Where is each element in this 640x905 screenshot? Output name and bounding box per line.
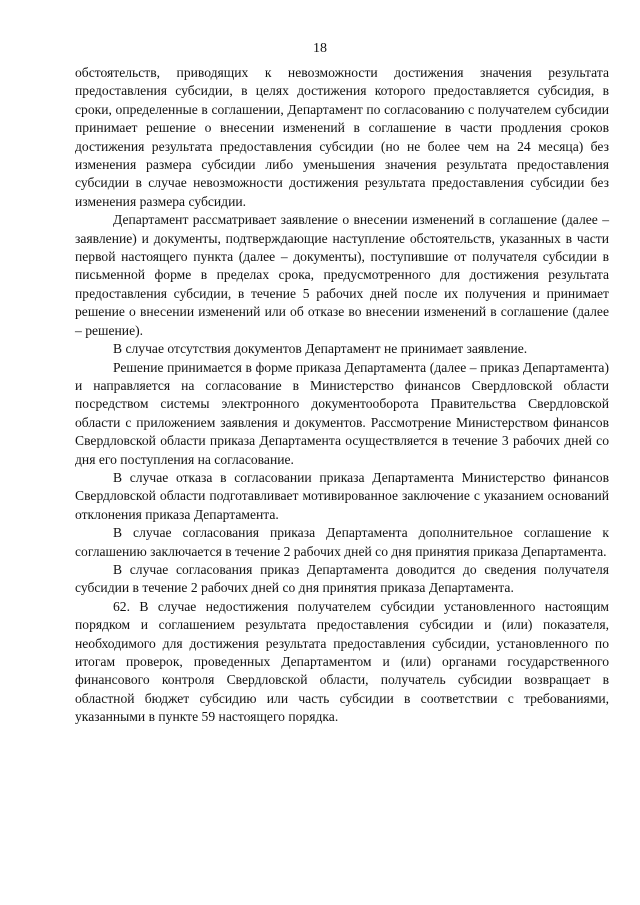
paragraph: Решение принимается в форме приказа Департамента (далее – приказ Департамента) и направляется на согласование в Министерство финансов Свердловской области посредством системы электронного документооборота Правительства Свердловской области с приложением заявления и документов. Рассмотрение Министерством финансов Свердловской области приказа Департамента осуществляется в течение 3 рабочих дней со дня его поступления на согласование. bbox=[75, 359, 609, 467]
paragraph-continuation: обстоятельств, приводящих к невозможности достижения значения результата предоставления субсидии, в целях достижения которого предоставляется субсидия, в сроки, определенные в соглашении, Департамент по согласованию с получателем субсидии принимает решение о внесении изменений в соглашение в части продления сроков достижения результата предоставления субсидии (но не более чем на 24 месяца) без изменения размера субсидии либо уменьшения значения результата предоставления субсидии в случае невозможности достижения результата предоставления субсидии без изменения размера субсидии. bbox=[75, 65, 609, 209]
paragraph: В случае согласования приказа Департамента дополнительное соглашение к соглашению заключается в течение 2 рабочих дней со дня принятия приказа Департамента. bbox=[75, 525, 609, 559]
body-text bbox=[75, 64, 609, 727]
page-number: 18 bbox=[313, 41, 327, 56]
paragraph: Департамент рассматривает заявление о внесении изменений в соглашение (далее – заявление) и документы, подтверждающие наступление обстоятельств, указанных в части первой настоящего пункта (далее – документы), поступившие от получателя субсидии в письменной форме в пределах срока, предусмотренного для достижения результата предоставления субсидии, в течение 5 рабочих дней после их получения и принимает решение о внесении изменений или об отказе во внесении изменений в соглашение (далее – решение). bbox=[75, 212, 609, 338]
paragraph: В случае согласования приказ Департамента доводится до сведения получателя субсидии в течение 2 рабочих дней со дня принятия приказа Департамента. bbox=[75, 561, 609, 596]
paragraph-item-62: 62. В случае недостижения получателем субсидии установленного настоящим порядком и соглашением результата предоставления субсидии и (или) показателя, необходимого для достижения результата предоставления субсидии, установленного по итогам проверок, проведенных Департаментом и (или) органами государственного финансового контроля Свердловской области, получатель субсидии возвращает в областной бюджет субсидию или часть субсидии в соответствии с требованиями, указанными в пункте 59 настоящего порядка. bbox=[75, 598, 609, 725]
paragraph: В случае отсутствия документов Департамент не принимает заявление. bbox=[113, 341, 528, 357]
paragraph: В случае отказа в согласовании приказа Департамента Министерство финансов Свердловской области подготавливает мотивированное заключение с указанием оснований отклонения приказа Департамента. bbox=[75, 469, 609, 522]
